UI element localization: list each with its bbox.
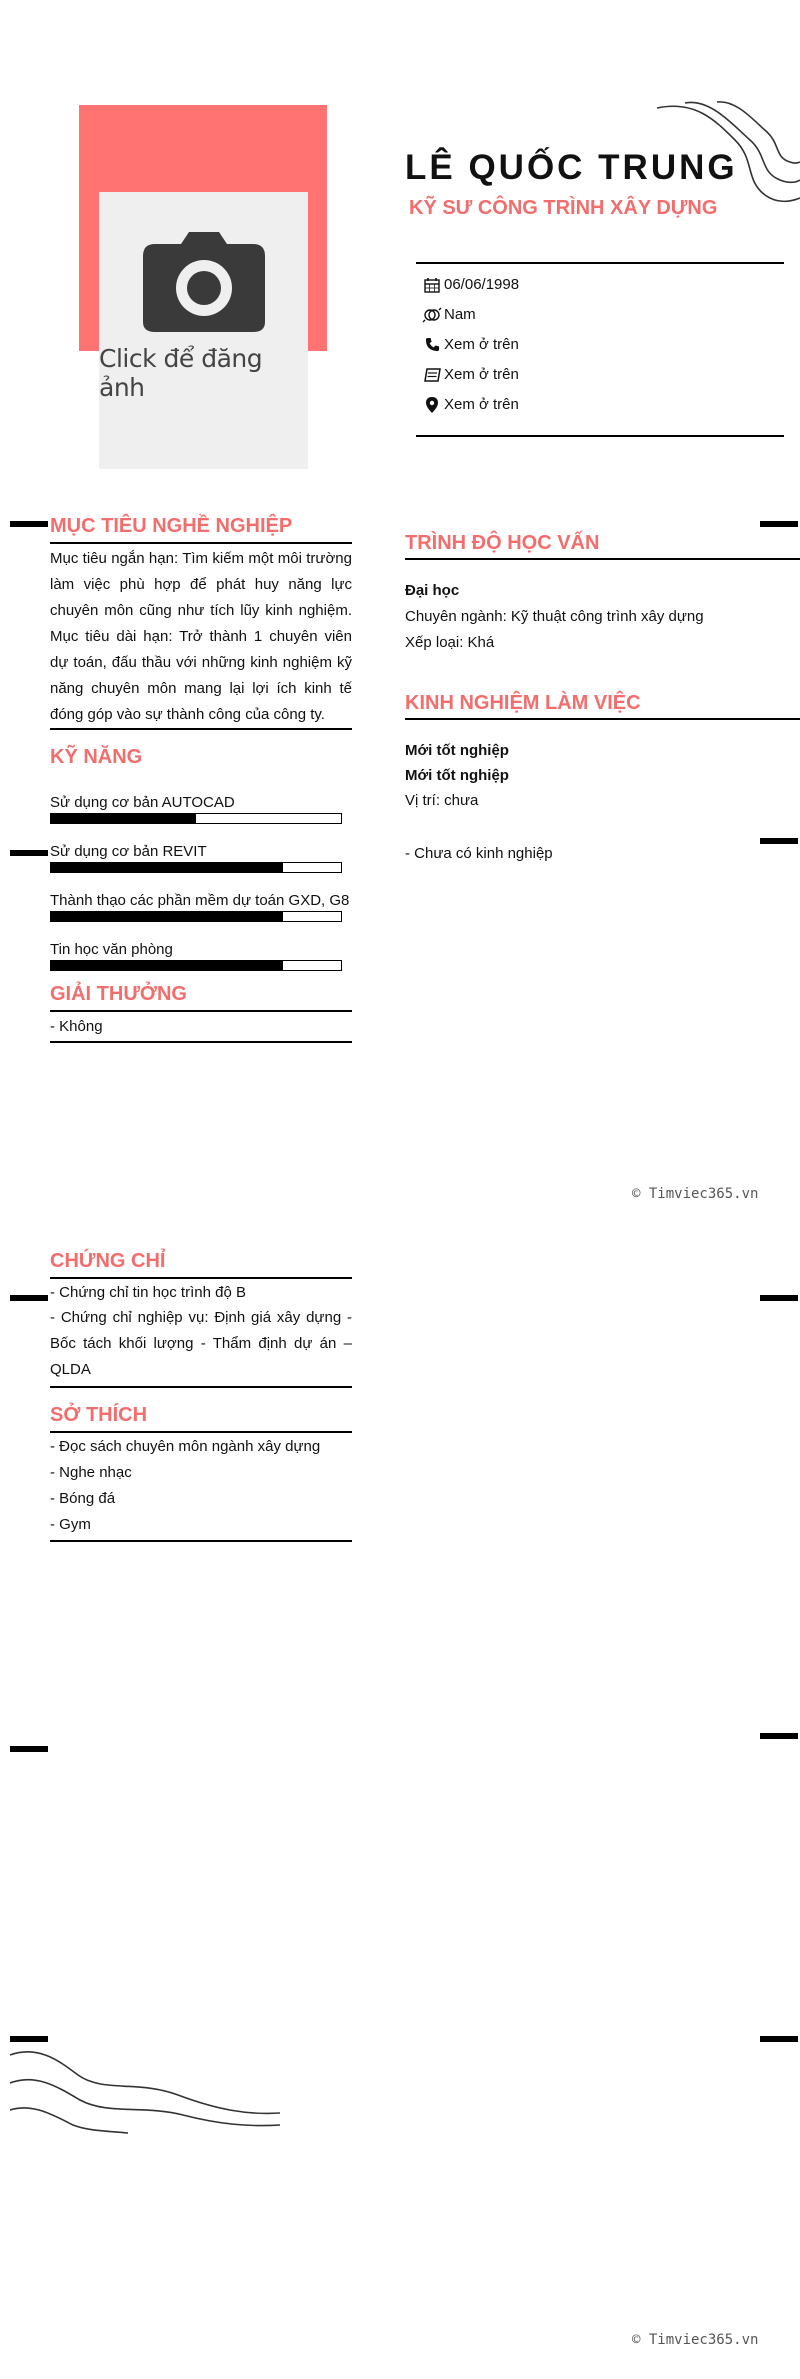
experience-position: Vị trí: chưa: [405, 792, 479, 809]
objective-title: MỤC TIÊU NGHỀ NGHIỆP: [50, 515, 293, 537]
award-item: - Không: [50, 1018, 103, 1035]
edge-mark: [10, 850, 48, 856]
certificates-bottom-rule: [50, 1386, 352, 1388]
hobbies-title: SỞ THÍCH: [50, 1404, 148, 1426]
education-rule: [405, 558, 800, 560]
info-top-rule: [416, 262, 784, 264]
awards-rule: [50, 1010, 352, 1012]
wave-decoration-bottom: [8, 2045, 283, 2135]
skill-bar: [50, 911, 342, 922]
objective-bottom-rule: [50, 728, 352, 730]
education-major: Chuyên ngành: Kỹ thuật công trình xây dựng: [405, 608, 704, 625]
calendar-icon: [422, 277, 442, 293]
hobby-item: - Nghe nhạc: [50, 1464, 132, 1481]
skill-label: Thành thạo các phần mềm dự toán GXD, G8: [50, 892, 350, 909]
experience-company: Mới tốt nghiệp: [405, 742, 509, 759]
camera-icon: [141, 230, 267, 334]
skill-bar-fill: [51, 863, 283, 872]
watermark: © Timviec365.vn: [632, 2332, 759, 2348]
experience-period: Mới tốt nghiệp: [405, 767, 509, 784]
email-value: Xem ở trên: [444, 366, 519, 383]
education-grade: Xếp loại: Khá: [405, 634, 495, 651]
edge-mark: [10, 1295, 48, 1301]
education-title: TRÌNH ĐỘ HỌC VẤN: [405, 532, 600, 554]
skill-bar-fill: [51, 814, 196, 823]
skill-bar: [50, 862, 342, 873]
hobby-item: - Gym: [50, 1516, 91, 1533]
certificate-item: - Chứng chỉ nghiệp vụ: Định giá xây dựng - Bốc tách khối lượng - Thẩm định dự án – QLDA: [50, 1309, 352, 1378]
info-phone: [422, 336, 519, 353]
objective-rule: [50, 542, 352, 544]
edge-mark: [10, 2036, 48, 2042]
experience-rule: [405, 718, 800, 720]
skill-bar: [50, 813, 342, 824]
phone-icon: [422, 337, 442, 352]
experience-title: KINH NGHIỆM LÀM VIỆC: [405, 692, 641, 714]
edge-mark: [760, 521, 798, 527]
hobbies-rule: [50, 1431, 352, 1433]
phone-value: Xem ở trên: [444, 336, 519, 353]
info-email: [422, 366, 519, 383]
birthday-value: 06/06/1998: [444, 276, 520, 293]
edge-mark: [10, 1746, 48, 1752]
certificates-title: CHỨNG CHỈ: [50, 1250, 166, 1272]
address-value: Xem ở trên: [444, 396, 519, 413]
edge-mark: [760, 838, 798, 844]
objective-text: Mục tiêu ngắn hạn: Tìm kiếm một môi trường làm việc phù hợp để phát huy năng lực chuyên môn cũng như tích lũy kinh nghiệm. Mục tiêu dài hạn: Trở thành 1 chuyên viên dự toán, đấu thầu với những kinh nghiệm kỹ năng chuyên môn mang lại lợi ích kinh tế đóng góp vào sự thành công của công ty.: [50, 550, 352, 723]
gender-value: Nam: [444, 306, 476, 323]
experience-detail: - Chưa có kinh nghiệp: [405, 845, 553, 862]
hobbies-bottom-rule: [50, 1540, 352, 1542]
gender-icon: [422, 307, 442, 323]
info-gender: [422, 306, 476, 323]
skill-bar: [50, 960, 342, 971]
edge-mark: [760, 1295, 798, 1301]
certificate-item: - Chứng chỉ tin học trình độ B: [50, 1284, 246, 1301]
hobby-item: - Bóng đá: [50, 1490, 116, 1507]
info-birthday: [422, 276, 519, 293]
awards-bottom-rule: [50, 1041, 352, 1043]
skill-label: Sử dụng cơ bản REVIT: [50, 843, 207, 860]
skill-bar-fill: [51, 961, 283, 970]
edge-mark: [760, 2036, 798, 2042]
info-bottom-rule: [416, 435, 784, 437]
skills-title: KỸ NĂNG: [50, 746, 143, 768]
candidate-name: LÊ QUỐC TRUNG: [405, 148, 738, 187]
skill-label: Tin học văn phòng: [50, 941, 173, 958]
watermark: © Timviec365.vn: [632, 1186, 759, 1202]
awards-title: GIẢI THƯỞNG: [50, 983, 187, 1005]
photo-upload-label: Click để đăng ảnh: [99, 344, 263, 402]
certificates-rule: [50, 1277, 352, 1279]
education-degree: Đại học: [405, 582, 460, 599]
skill-bar-fill: [51, 912, 283, 921]
photo-upload[interactable]: [99, 192, 308, 469]
edge-mark: [10, 521, 48, 527]
job-title: KỸ SƯ CÔNG TRÌNH XÂY DỰNG: [409, 197, 718, 219]
email-icon: [422, 368, 442, 382]
location-icon: [422, 397, 442, 413]
info-address: [422, 396, 519, 413]
skill-label: Sử dụng cơ bản AUTOCAD: [50, 794, 235, 811]
edge-mark: [760, 1733, 798, 1739]
hobby-item: - Đọc sách chuyên môn ngành xây dựng: [50, 1438, 321, 1455]
